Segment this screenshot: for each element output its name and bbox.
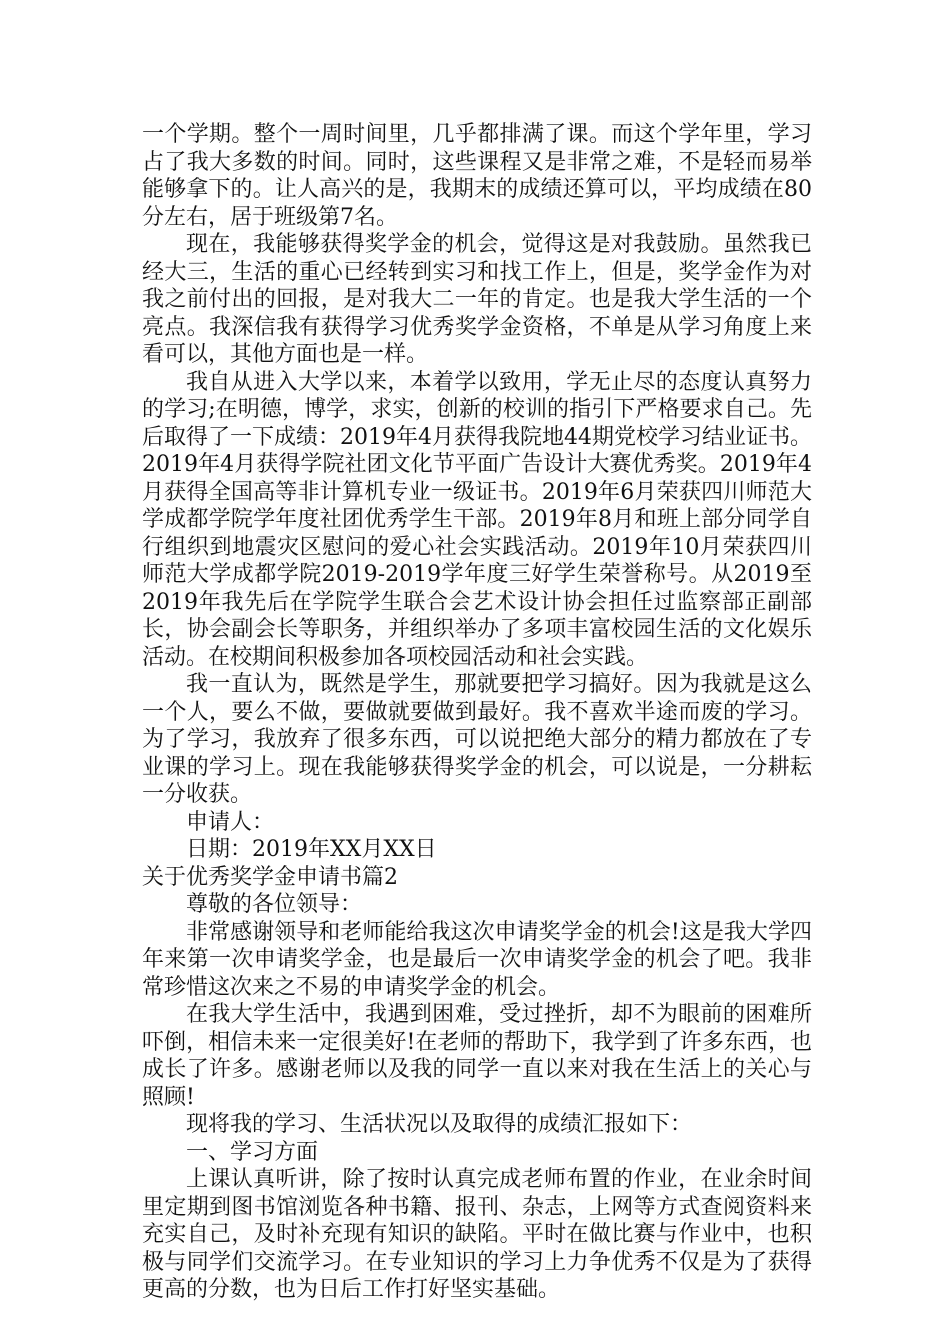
applicant-line: 申请人： [186, 809, 275, 835]
paragraph-achievements: 我自从进入大学以来，本着学以致用，学无止尽的态度认真努力的学习;在明德，博学，求实，创新的校训的指引下严格要求自己。先后取得了一下成绩：2019年4月获得我院地44期党校学习结业证书。2019年4月获得学院社团文化节平面广告设计大赛优秀奖。2019年4月获得全国高等非计算机专业一级证书。2019年6月荣获四川师范大学成都学院学年度社团优秀学生干部。2019年8月和班上部分同学自行组织到地震灾区慰问的爱心社会实践活动。2019年10月荣获四川师范大学成都学院2019-2019学年度三好学生荣誉称号。从2019至2019年我先后在学院学生联合会艺术设计协会担任过监察部正副部长，协会副会长等职务，并组织举办了多项丰富校园生活的文化娱乐活动。在校期间积极参加各项校园活动和社会实践。 [142, 369, 813, 670]
date-line: 日期：2019年XX月XX日 [186, 837, 437, 862]
paragraph-scholarship-opportunity: 现在，我能够获得奖学金的机会，觉得这是对我鼓励。虽然我已经大三，生活的重心已经转到实习和找工作上，但是，奖学金作为对我之前付出的回报，是对我大二一年的肯定。也是我大学生活的一个亮点。我深信我有获得学习优秀奖学金资格，不单是从学习角度上来看可以，其他方面也是一样。 [142, 232, 812, 367]
paragraph-report-intro: 现将我的学习、生活状况以及取得的成绩汇报如下： [186, 1112, 693, 1137]
paragraph-continuation: 一个学期。整个一周时间里，几乎都排满了课。而这个学年里，学习占了我大多数的时间。同时，这些课程又是非常之难，不是轻而易举能够拿下的。让人高兴的是，我期末的成绩还算可以，平均成绩在80分左右，居于班级第7名。 [142, 122, 812, 230]
paragraph-study-details: 上课认真听讲，除了按时认真完成老师布置的作业，在业余时间里定期到图书馆浏览各种书籍、报刊、杂志，上网等方式查阅资料来充实自己，及时补充现有知识的缺陷。平时在做比赛与作业中，也积极与同学们交流学习。在专业知识的学习上力争优秀不仅是为了获得更高的分数，也为日后工作打好坚实基础。 [142, 1167, 812, 1302]
heading-study: 一、学习方面 [186, 1139, 319, 1165]
salutation: 尊敬的各位领导： [186, 892, 363, 917]
paragraph-college-life: 在我大学生活中，我遇到困难，受过挫折，却不为眼前的困难所吓倒，相信未来一定很美好!在老师的帮助下，我学到了许多东西，也成长了许多。感谢老师以及我的同学一直以来对我在生活上的关心与照顾! [142, 1002, 812, 1110]
paragraph-thanks: 非常感谢领导和老师能给我这次申请奖学金的机会!这是我大学四年来第一次申请奖学金，也是最后一次申请奖学金的机会了吧。我非常珍惜这次来之不易的申请奖学金的机会。 [142, 919, 812, 1000]
section-title: 关于优秀奖学金申请书篇2 [142, 864, 398, 890]
paragraph-study-attitude: 我一直认为，既然是学生，那就要把学习搞好。因为我就是这么一个人，要么不做，要做就要做到最好。我不喜欢半途而废的学习。为了学习，我放弃了很多东西，可以说把绝大部分的精力都放在了专业课的学习上。现在我能够获得奖学金的机会，可以说是，一分耕耘一分收获。 [142, 672, 812, 807]
document-body [142, 121, 812, 1304]
